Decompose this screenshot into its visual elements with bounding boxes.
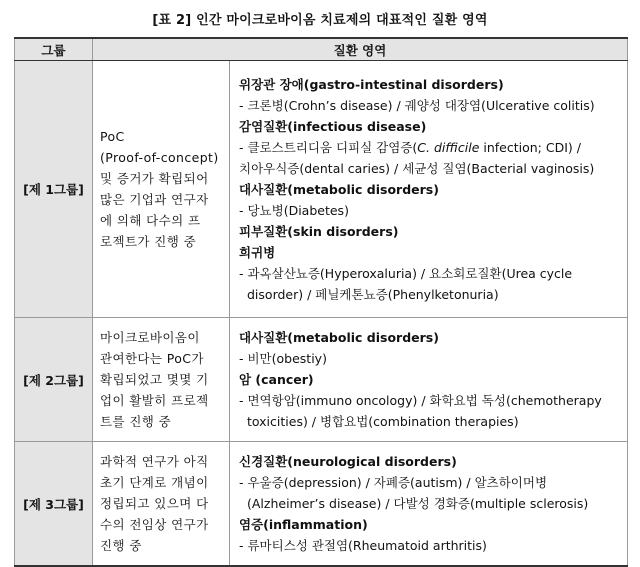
disease-item: - 클로스트리디움 디피실 감염증(C. difficile infection; CDI) / [239, 139, 581, 155]
table-row-group-1 [15, 61, 628, 318]
disease-category: 염증(inflammation) [239, 517, 368, 532]
desc-line: 마이크로바이옴이 [100, 330, 200, 345]
desc-line: PoC [100, 129, 125, 144]
table-header-row [15, 38, 628, 61]
disease-item: 치아우식증(dental caries) / 세균성 질염(Bacterial vaginosis) [239, 160, 595, 176]
disease-item: toxicities) / 병합요법(combination therapies) [247, 414, 519, 429]
disease-category: 대사질환(metabolic disorders) [239, 181, 439, 197]
disease-category: 암 (cancer) [239, 372, 314, 387]
header-area: 질환 영역 [93, 38, 628, 61]
desc-line: 과학적 연구가 아직 [100, 454, 209, 469]
disease-item: - 비만(obestiy) [239, 351, 327, 366]
disease-item: - 면역항암(immuno oncology) / 화학요법 독성(chemotherapy [239, 393, 602, 408]
disease-item: - 류마티스성 관절염(Rheumatoid arthritis) [239, 538, 487, 553]
group-cell: [제 2그룹] [15, 318, 93, 442]
disease-category: 신경질환(neurological disorders) [239, 454, 457, 469]
group-description [93, 61, 230, 318]
header-group: 그룹 [15, 38, 93, 61]
table-row-group-3 [15, 442, 628, 567]
disease-category: 희귀병 [239, 244, 276, 260]
group-cell: [제 1그룹] [15, 61, 93, 318]
desc-line: (Proof-of-concept) [100, 150, 219, 165]
group-cell: [제 3그룹] [15, 442, 93, 567]
disease-areas [230, 442, 628, 567]
desc-line: 트를 진행 중 [100, 414, 172, 429]
disease-item: (Alzheimer’s disease) / 다발성 경화증(multiple sclerosis) [247, 496, 589, 511]
disease-areas [230, 318, 628, 442]
desc-line: 초기 단계로 개념이 [100, 475, 209, 490]
disease-category: 위장관 장애(gastro-intestinal disorders) [239, 76, 504, 92]
disease-category: 감염질환(infectious disease) [239, 118, 427, 134]
disease-category: 대사질환(metabolic disorders) [239, 330, 439, 345]
desc-line: 수의 전임상 연구가 [100, 517, 209, 532]
disease-item: - 당뇨병(Diabetes) [239, 202, 349, 218]
group-description [93, 442, 230, 567]
group-description [93, 318, 230, 442]
disease-area-table [14, 37, 628, 567]
disease-item: - 우울증(depression) / 자폐증(autism) / 알츠하이머병 [239, 475, 548, 490]
desc-line: 진행 중 [100, 538, 142, 553]
disease-item: disorder) / 페닐케톤뇨증(Phenylketonuria) [247, 286, 499, 302]
disease-category: 피부질환(skin disorders) [239, 223, 399, 239]
table-caption: [표 2] 인간 마이크로바이옴 치료제의 대표적인 질환 영역 [152, 13, 488, 28]
disease-item: - 크론병(Crohn’s disease) / 궤양성 대장염(Ulcerative colitis) [239, 97, 595, 113]
desc-line: 관여한다는 PoC가 [100, 351, 204, 366]
desc-line: 정립되고 있으며 다 [100, 496, 209, 511]
desc-line: 확립되었고 몇몇 기 [100, 372, 209, 387]
disease-areas [230, 61, 628, 318]
table-row-group-2 [15, 318, 628, 442]
disease-item: - 과옥살산뇨증(Hyperoxaluria) / 요소회로질환(Urea cycle [239, 265, 573, 281]
desc-line: 많은 기업과 연구자 [100, 192, 209, 207]
desc-line: 및 증거가 확립되어 [100, 171, 209, 186]
desc-line: 에 의해 다수의 프 [100, 213, 201, 228]
desc-line: 로젝트가 진행 중 [100, 234, 197, 249]
desc-line: 업이 활발히 프로젝 [100, 393, 209, 408]
